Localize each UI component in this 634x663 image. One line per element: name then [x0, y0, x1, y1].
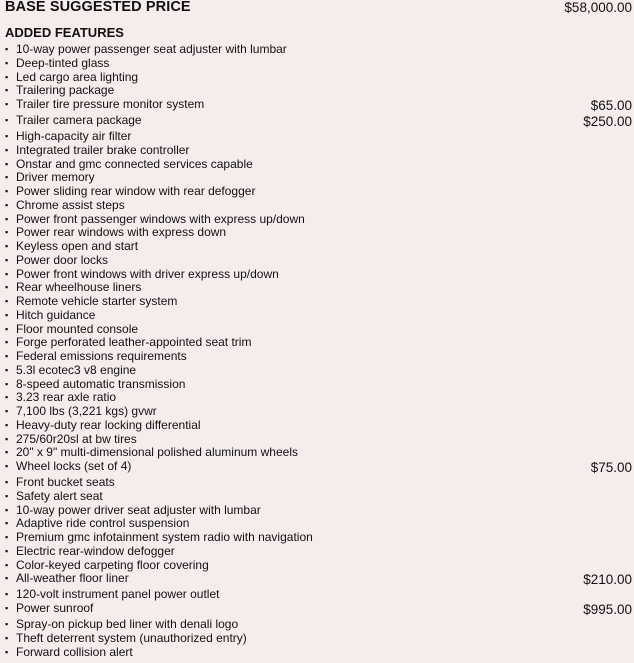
- feature-item: [5, 158, 632, 172]
- feature-label: Forward collision alert: [16, 644, 133, 659]
- feature-item: [5, 531, 632, 545]
- bullet-icon: ▪: [5, 282, 9, 293]
- feature-item: [5, 646, 632, 660]
- bullet-icon: ▪: [5, 433, 9, 444]
- feature-label: 10-way power passenger seat adjuster with lumbar: [16, 42, 287, 56]
- feature-label: Keyless open and start: [16, 239, 139, 253]
- bullet-icon: ▪: [5, 268, 9, 279]
- bullet-icon: ▪: [5, 144, 9, 155]
- feature-price: $250.00: [583, 114, 632, 129]
- feature-label: Heavy-duty rear locking differential: [16, 417, 201, 432]
- feature-item: [5, 199, 632, 213]
- feature-item: [5, 98, 632, 114]
- bullet-icon: ▪: [5, 603, 9, 613]
- feature-item: [5, 572, 632, 588]
- feature-label: 10-way power driver seat adjuster with lumbar: [16, 502, 261, 517]
- feature-label: Deep-tinted glass: [16, 55, 110, 70]
- feature-item: [5, 504, 632, 518]
- feature-label: Floor mounted console: [16, 321, 139, 336]
- base-price-value: $58,000.00: [564, 0, 632, 15]
- feature-label: Led cargo area lighting: [16, 69, 139, 84]
- bullet-icon: ▪: [5, 213, 9, 224]
- feature-item: [5, 391, 632, 405]
- feature-label: Front bucket seats: [16, 475, 115, 489]
- feature-label: Chrome assist steps: [16, 197, 125, 212]
- base-price-title: BASE SUGGESTED PRICE: [5, 0, 191, 15]
- feature-label: 8-speed automatic transmission: [16, 376, 186, 391]
- feature-label: 3.23 rear axle ratio: [16, 390, 117, 405]
- feature-item: [5, 84, 632, 98]
- feature-item: [5, 171, 632, 185]
- feature-label: Power sunroof: [16, 601, 94, 615]
- feature-label: Rear wheelhouse liners: [16, 280, 142, 295]
- feature-label: Premium gmc infotainment system radio with navigation: [16, 530, 313, 544]
- feature-item: [5, 602, 632, 618]
- feature-label: Remote vehicle starter system: [16, 294, 178, 308]
- feature-label: Spray-on pickup bed liner with denali logo: [16, 617, 239, 631]
- bullet-icon: ▪: [5, 419, 9, 430]
- feature-item: [5, 476, 632, 490]
- bullet-icon: ▪: [5, 158, 9, 169]
- bullet-icon: ▪: [5, 199, 9, 210]
- feature-item: [5, 618, 632, 632]
- feature-item: [5, 114, 632, 130]
- feature-item: [5, 240, 632, 254]
- bullet-icon: ▪: [5, 323, 9, 334]
- feature-item: [5, 57, 632, 71]
- feature-item: [5, 254, 632, 268]
- base-price-row: [5, 0, 632, 17]
- added-features-title: ADDED FEATURES: [5, 25, 124, 40]
- bullet-icon: ▪: [5, 71, 9, 82]
- bullet-icon: ▪: [5, 573, 9, 584]
- feature-item: [5, 281, 632, 295]
- bullet-icon: ▪: [5, 532, 9, 542]
- feature-item: [5, 226, 632, 240]
- feature-label: Integrated trailer brake controller: [16, 142, 190, 157]
- feature-item: [5, 446, 632, 460]
- feature-label: Wheel locks (set of 4): [16, 459, 132, 473]
- feature-label: Driver memory: [16, 170, 95, 185]
- feature-price: $995.00: [583, 602, 632, 617]
- bullet-icon: ▪: [5, 44, 9, 54]
- feature-label: Adaptive ride control suspension: [16, 516, 190, 531]
- feature-item: [5, 295, 632, 309]
- feature-label: Power door locks: [16, 252, 109, 267]
- feature-item: [5, 433, 632, 447]
- bullet-icon: ▪: [5, 619, 9, 629]
- bullet-icon: ▪: [5, 589, 9, 600]
- bullet-icon: ▪: [5, 85, 9, 96]
- feature-price: $210.00: [583, 572, 632, 588]
- added-features-list: [5, 43, 632, 659]
- feature-item: [5, 559, 632, 573]
- bullet-icon: ▪: [5, 351, 9, 361]
- feature-label: Power sliding rear window with rear defogger: [16, 184, 256, 198]
- bullet-icon: ▪: [5, 545, 9, 556]
- feature-item: [5, 460, 632, 476]
- bullet-icon: ▪: [5, 364, 9, 375]
- bullet-icon: ▪: [5, 477, 9, 487]
- feature-label: 5.3l ecotec3 v8 engine: [16, 362, 137, 377]
- feature-label: 20" x 9" multi-dimensional polished aluminum wheels: [16, 445, 298, 460]
- feature-label: Power front passenger windows with express up/down: [16, 211, 305, 226]
- bullet-icon: ▪: [5, 337, 9, 348]
- feature-item: [5, 336, 632, 350]
- bullet-icon: ▪: [5, 559, 9, 570]
- feature-label: Theft deterrent system (unauthorized entry): [16, 630, 247, 645]
- feature-item: [5, 378, 632, 392]
- feature-item: [5, 185, 632, 199]
- feature-label: Federal emissions requirements: [16, 349, 187, 363]
- feature-label: 275/60r20sl at bw tires: [16, 431, 137, 446]
- feature-item: [5, 309, 632, 323]
- feature-label: Hitch guidance: [16, 307, 96, 322]
- bullet-icon: ▪: [5, 632, 9, 643]
- bullet-icon: ▪: [5, 392, 9, 403]
- feature-item: [5, 268, 632, 282]
- bullet-icon: ▪: [5, 227, 9, 238]
- feature-item: [5, 517, 632, 531]
- feature-label: Trailering package: [16, 83, 115, 98]
- bullet-icon: ▪: [5, 518, 9, 529]
- bullet-icon: ▪: [5, 378, 9, 389]
- feature-label: Power front windows with driver express up/down: [16, 266, 279, 281]
- feature-label: High-capacity air filter: [16, 129, 132, 143]
- bullet-icon: ▪: [5, 406, 9, 416]
- bullet-icon: ▪: [5, 57, 9, 68]
- bullet-icon: ▪: [5, 309, 9, 320]
- feature-item: [5, 71, 632, 85]
- bullet-icon: ▪: [5, 172, 9, 183]
- feature-label: All-weather floor liner: [16, 571, 129, 586]
- feature-label: Trailer camera package: [16, 113, 142, 127]
- bullet-icon: ▪: [5, 115, 9, 125]
- feature-item: [5, 545, 632, 559]
- feature-price: $75.00: [590, 460, 632, 475]
- bullet-icon: ▪: [5, 186, 9, 196]
- feature-price: $65.00: [590, 98, 632, 113]
- feature-label: Trailer tire pressure monitor system: [16, 97, 205, 111]
- bullet-icon: ▪: [5, 296, 9, 306]
- feature-item: [5, 350, 632, 364]
- feature-item: [5, 588, 632, 602]
- bullet-icon: ▪: [5, 461, 9, 471]
- feature-label: 7,100 lbs (3,221 kgs) gvwr: [16, 404, 157, 418]
- feature-label: Electric rear-window defogger: [16, 543, 175, 558]
- feature-item: [5, 43, 632, 57]
- bullet-icon: ▪: [5, 490, 9, 501]
- bullet-icon: ▪: [5, 646, 9, 657]
- feature-label: Forge perforated leather-appointed seat trim: [16, 335, 252, 350]
- feature-label: Power rear windows with express down: [16, 225, 227, 240]
- bullet-icon: ▪: [5, 241, 9, 251]
- feature-item: [5, 130, 632, 144]
- feature-item: [5, 632, 632, 646]
- bullet-icon: ▪: [5, 254, 9, 265]
- feature-item: [5, 144, 632, 158]
- bullet-icon: ▪: [5, 131, 9, 141]
- feature-item: [5, 213, 632, 227]
- bullet-icon: ▪: [5, 99, 9, 109]
- bullet-icon: ▪: [5, 504, 9, 515]
- feature-item: [5, 405, 632, 419]
- feature-label: Onstar and gmc connected services capable: [16, 156, 253, 171]
- feature-label: Color-keyed carpeting floor covering: [16, 557, 209, 572]
- feature-item: [5, 364, 632, 378]
- feature-item: [5, 490, 632, 504]
- feature-item: [5, 419, 632, 433]
- bullet-icon: ▪: [5, 447, 9, 458]
- feature-label: 120-volt instrument panel power outlet: [16, 587, 220, 602]
- feature-label: Safety alert seat: [16, 488, 103, 503]
- feature-item: [5, 323, 632, 337]
